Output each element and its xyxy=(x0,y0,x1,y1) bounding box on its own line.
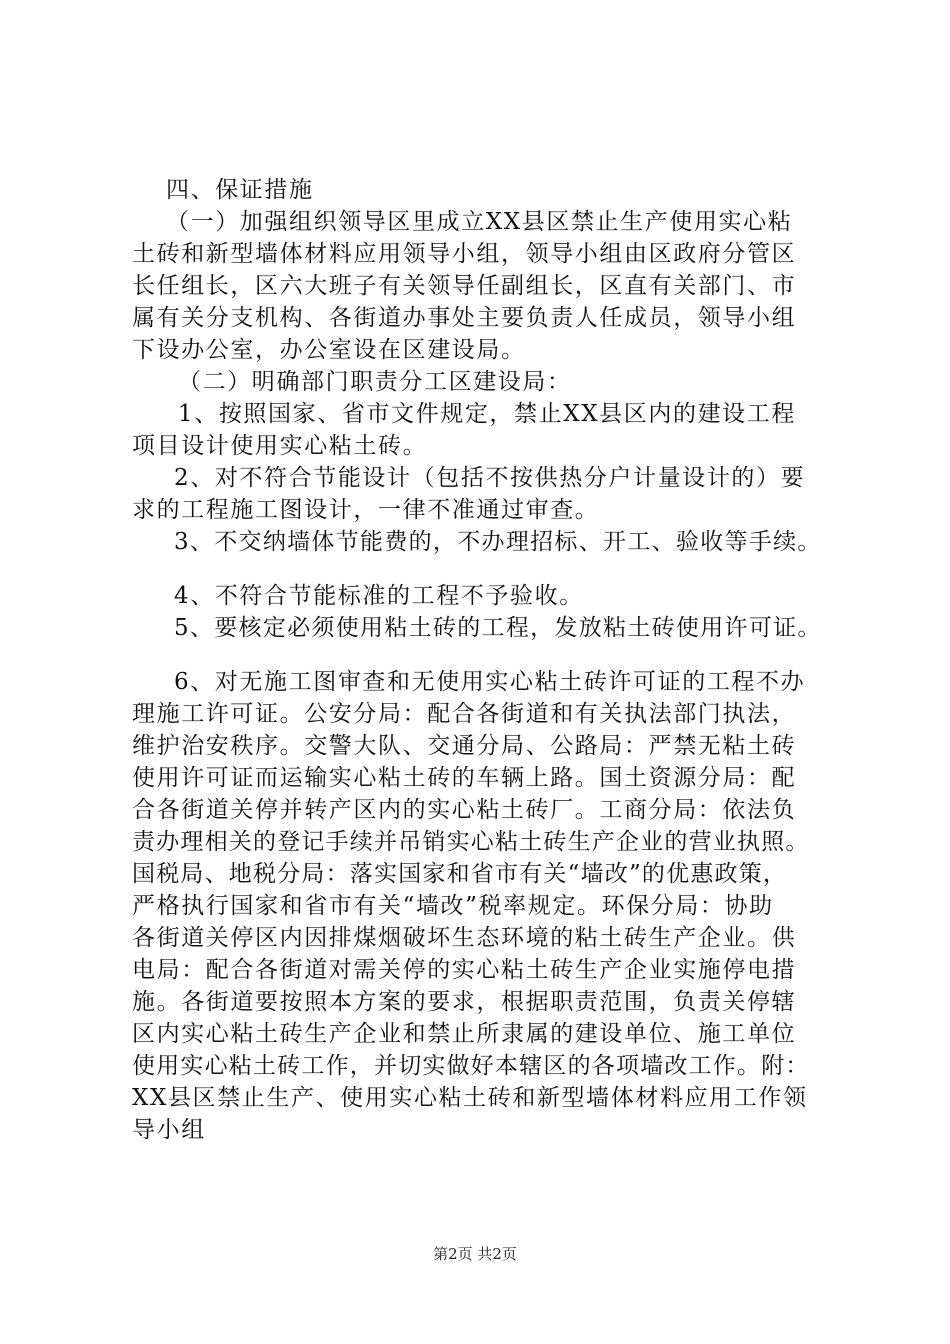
paragraph-line: 项目设计使用实心粘土砖。 xyxy=(132,433,428,459)
paragraph-line: 使用实心粘土砖工作，并切实做好本辖区的各项墙改工作。附： xyxy=(132,1053,810,1079)
paragraph-line: 理施工许可证。公安分局：配合各街道和有关执法部门执法， xyxy=(132,701,797,727)
paragraph-line: （二）明确部门职责分工区建设局： xyxy=(178,369,572,395)
paragraph-line: 区内实心粘土砖生产企业和禁止所隶属的建设单位、施工单位 xyxy=(132,1021,797,1047)
list-item: 2、对不符合节能设计（包括不按供热分户计量设计的）要 xyxy=(174,465,806,491)
paragraph-line: 国税局、地税分局：落实国家和省市有关“墙改”的优惠政策， xyxy=(132,861,788,887)
page-number-footer: 第2页 共2页 xyxy=(433,1245,517,1263)
list-item: 4、不符合节能标准的工程不予验收。 xyxy=(174,583,584,609)
paragraph-line: 下设办公室，办公室设在区建设局。 xyxy=(132,337,526,363)
paragraph-line: 严格执行国家和省市有关“墙改”税率规定。环保分局：协助 xyxy=(132,893,774,919)
paragraph-line: 导小组 xyxy=(132,1117,206,1143)
paragraph-line: 长任组长，区六大班子有关领导任副组长，区直有关部门、市 xyxy=(132,273,797,299)
paragraph-line: 属有关分支机构、各街道办事处主要负责人任成员，领导小组 xyxy=(132,305,797,331)
section-heading: 四、保证措施 xyxy=(166,177,314,203)
paragraph-line: 电局：配合各街道对需关停的实心粘土砖生产企业实施停电措 xyxy=(132,957,797,983)
paragraph-line: （一）加强组织领导区里成立XX县区禁止生产使用实心粘 xyxy=(166,209,793,235)
paragraph-line: 合各街道关停并转产区内的实心粘土砖厂。工商分局：依法负 xyxy=(132,797,797,823)
paragraph-line: 各街道关停区内因排煤烟破坏生态环境的粘土砖生产企业。供 xyxy=(132,925,797,951)
list-item: 1、按照国家、省市文件规定，禁止XX县区内的建设工程 xyxy=(178,401,796,427)
paragraph-line: 维护治安秩序。交警大队、交通分局、公路局：严禁无粘土砖 xyxy=(132,733,797,759)
paragraph-line: XX县区禁止生产、使用实心粘土砖和新型墙体材料应用工作领 xyxy=(132,1085,808,1111)
paragraph-line: 求的工程施工图设计，一律不准通过审查。 xyxy=(132,497,600,523)
list-item: 5、要核定必须使用粘土砖的工程，发放粘土砖使用许可证。 xyxy=(174,615,822,641)
paragraph-line: 土砖和新型墙体材料应用领导小组，领导小组由区政府分管区 xyxy=(132,241,797,267)
paragraph-line: 施。各街道要按照本方案的要求，根据职责范围，负责关停辖 xyxy=(132,989,797,1015)
paragraph-line: 责办理相关的登记手续并吊销实心粘土砖生产企业的营业执照。 xyxy=(132,829,810,855)
list-item: 6、对无施工图审查和无使用实心粘土砖许可证的工程不办 xyxy=(174,669,806,695)
paragraph-line: 使用许可证而运输实心粘土砖的车辆上路。国土资源分局：配 xyxy=(132,765,797,791)
list-item: 3、不交纳墙体节能费的，不办理招标、开工、验收等手续。 xyxy=(174,529,822,555)
